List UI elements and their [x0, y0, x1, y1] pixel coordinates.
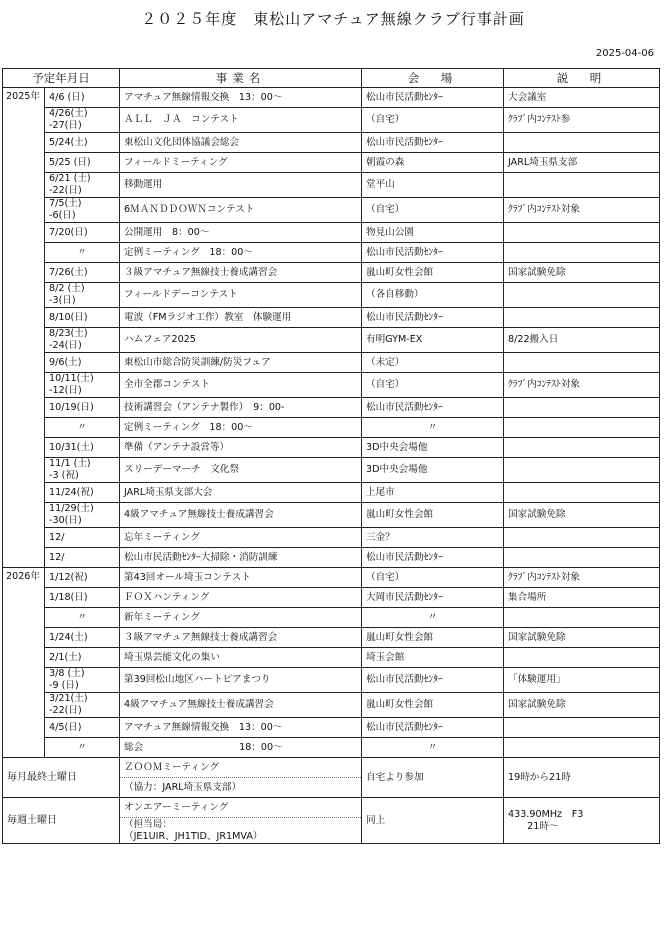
text-line: （担当局： [124, 818, 172, 830]
table-row [3, 528, 660, 548]
text-line: 1/18(日) [49, 591, 88, 603]
text-line: 8/10(日) [49, 311, 88, 323]
text-line: 2/1(土) [49, 651, 82, 663]
venue-cell: 〃 [362, 608, 504, 628]
venue-cell: （未定） [362, 353, 504, 373]
text-line: -6(日) [49, 210, 76, 221]
event-cell: 総会 18：00～ [120, 738, 362, 758]
note-cell [504, 718, 660, 738]
header-venue: 会 場 [362, 69, 504, 88]
text-line: 4/6 (日) [49, 91, 85, 103]
date-cell [45, 263, 120, 283]
venue-cell: （自宅） [362, 568, 504, 588]
date-cell [45, 628, 120, 648]
note-cell: 8/22搬入日 [504, 328, 660, 353]
text-line: 4/26(土) [49, 108, 88, 119]
note-cell: 国家試験免除 [504, 263, 660, 283]
table-row [3, 223, 660, 243]
event-cell: 第43回オール埼玉コンテスト [120, 568, 362, 588]
venue-cell: （各自移動） [362, 283, 504, 308]
venue-cell: 有明GYM-EX [362, 328, 504, 353]
venue-cell: （自宅） [362, 108, 504, 133]
note-cell [504, 243, 660, 263]
date-cell [45, 133, 120, 153]
text-line: -3(日) [49, 295, 76, 306]
table-row [3, 718, 660, 738]
text-line: -9 (日) [49, 680, 79, 691]
date-cell [45, 243, 120, 263]
event-cell: 東松山市総合防災訓練/防災フェア [120, 353, 362, 373]
event-cell: 定例ミーティング 18：00～ [120, 418, 362, 438]
venue-cell: 〃 [362, 738, 504, 758]
event-cell: ＡＬＬ ＪＡ コンテスト [120, 108, 362, 133]
text-line: 〃 [77, 741, 87, 753]
text-line: 7/26(土) [49, 266, 88, 278]
note-cell [504, 438, 660, 458]
note-cell [504, 398, 660, 418]
footer-row [3, 758, 660, 778]
header-row [3, 69, 660, 88]
table-row [3, 483, 660, 503]
date-cell [45, 373, 120, 398]
event-cell: 忘年ミーティング [120, 528, 362, 548]
footer-label: 毎月最終土曜日 [3, 758, 120, 798]
table-row [3, 458, 660, 483]
document-date: 2025-04-06 [595, 48, 654, 59]
note-cell: ｸﾗﾌﾞ内ｺﾝﾃｽﾄ対象 [504, 198, 660, 223]
table-row [3, 693, 660, 718]
venue-cell: 大岡市民活動ｾﾝﾀｰ [362, 588, 504, 608]
venue-cell: 嵐山町女性会館 [362, 503, 504, 528]
event-cell: フィールドデーコンテスト [120, 283, 362, 308]
text-line: -30(日) [49, 515, 82, 526]
text-line: -27(日) [49, 120, 82, 131]
text-line: 12/ [49, 531, 65, 543]
venue-cell: 3D中央会場他 [362, 458, 504, 483]
date-cell [45, 328, 120, 353]
event-cell: 4級アマチュア無線技士養成講習会 [120, 503, 362, 528]
date-cell [45, 88, 120, 108]
text-line: 11/1 (土) [49, 458, 91, 469]
text-line: 3/8 (土) [49, 668, 85, 679]
venue-cell: 上尾市 [362, 483, 504, 503]
text-line: 1/24(土) [49, 631, 88, 643]
venue-cell: 物見山公園 [362, 223, 504, 243]
text-line: 〃 [77, 421, 87, 433]
date-cell [45, 548, 120, 568]
text-line: 19時から21時 [508, 771, 571, 783]
table-row [3, 738, 660, 758]
event-cell: 電波（FMラジオ工作）教室 体験運用 [120, 308, 362, 328]
note-cell [504, 223, 660, 243]
table-row [3, 373, 660, 398]
date-cell [45, 528, 120, 548]
date-cell [45, 648, 120, 668]
table-row [3, 108, 660, 133]
note-cell: 大会議室 [504, 88, 660, 108]
text-line: 5/25 (日) [49, 156, 91, 168]
text-line: 7/5(土) [49, 198, 82, 209]
footer-sub [120, 818, 362, 844]
table-row [3, 153, 660, 173]
venue-cell: 松山市民活動ｾﾝﾀｰ [362, 718, 504, 738]
text-line: 10/31(土) [49, 441, 94, 453]
venue-cell: 松山市民活動ｾﾝﾀｰ [362, 243, 504, 263]
date-cell [45, 398, 120, 418]
date-cell [45, 308, 120, 328]
note-cell: 集合場所 [504, 588, 660, 608]
venue-cell: 松山市民活動ｾﾝﾀｰ [362, 548, 504, 568]
note-cell: ｸﾗﾌﾞ内ｺﾝﾃｽﾄ対象 [504, 373, 660, 398]
text-line: （JE1UIR、JH1TID、JR1MVA） [124, 830, 263, 842]
text-line: 21時～ [508, 820, 559, 832]
date-cell [45, 503, 120, 528]
event-cell: 6ＭＡＮＤＤＯＷＮコンテスト [120, 198, 362, 223]
table-row [3, 608, 660, 628]
table-row [3, 418, 660, 438]
note-cell: 国家試験免除 [504, 503, 660, 528]
header-date: 予定年月日 [3, 69, 120, 88]
event-cell: ハムフェア2025 [120, 328, 362, 353]
event-cell: 新年ミーティング [120, 608, 362, 628]
note-cell: JARL埼玉県支部 [504, 153, 660, 173]
date-cell [45, 568, 120, 588]
table-row [3, 548, 660, 568]
event-cell: 松山市民活動ｾﾝﾀｰ大掃除・消防訓練 [120, 548, 362, 568]
venue-cell: 3D中央会場他 [362, 438, 504, 458]
note-cell: ｸﾗﾌﾞ内ｺﾝﾃｽﾄ対象 [504, 568, 660, 588]
text-line: 〃 [77, 611, 87, 623]
table-row [3, 628, 660, 648]
note-cell [504, 308, 660, 328]
text-line: 3/21(土) [49, 693, 88, 704]
event-cell: 第39回松山地区ハートピアまつり [120, 668, 362, 693]
event-cell: 技術講習会（アンテナ製作） 9：00- [120, 398, 362, 418]
table-row [3, 568, 660, 588]
footer-venue: 自宅より参加 [362, 758, 504, 798]
table-row [3, 88, 660, 108]
text-line: 8/2 (土) [49, 283, 85, 294]
event-cell: スリーデーマーチ 文化祭 [120, 458, 362, 483]
footer-event: ＺＯＯＭミーティング [120, 758, 362, 778]
header-note: 説 明 [504, 69, 660, 88]
venue-cell: 三金？ [362, 528, 504, 548]
text-line: 〃 [77, 246, 87, 258]
footer-note [504, 758, 660, 798]
venue-cell: 〃 [362, 418, 504, 438]
footer-label: 毎週土曜日 [3, 798, 120, 844]
text-line: 10/11(土) [49, 373, 94, 384]
table-row [3, 328, 660, 353]
note-cell [504, 483, 660, 503]
note-cell [504, 608, 660, 628]
event-cell: ３級アマチュア無線技士養成講習会 [120, 263, 362, 283]
note-cell [504, 173, 660, 198]
date-cell [45, 173, 120, 198]
note-cell [504, 418, 660, 438]
schedule-table [2, 68, 660, 844]
text-line: 1/12(祝) [49, 571, 88, 583]
footer-event: オンエアーミーティング [120, 798, 362, 818]
date-cell [45, 693, 120, 718]
venue-cell: 松山市民活動ｾﾝﾀｰ [362, 668, 504, 693]
venue-cell: 松山市民活動ｾﾝﾀｰ [362, 398, 504, 418]
date-cell [45, 353, 120, 373]
event-cell: 4級アマチュア無線技士養成講習会 [120, 693, 362, 718]
venue-cell: 嵐山町女性会館 [362, 263, 504, 283]
text-line: 11/24(祝) [49, 486, 94, 498]
table-row [3, 133, 660, 153]
text-line: 9/6(土) [49, 356, 82, 368]
table-row [3, 668, 660, 693]
event-cell: ３級アマチュア無線技士養成講習会 [120, 628, 362, 648]
table-row [3, 283, 660, 308]
text-line: 10/19(日) [49, 401, 94, 413]
date-cell [45, 483, 120, 503]
venue-cell: 堂平山 [362, 173, 504, 198]
text-line: 7/20(日) [49, 226, 88, 238]
note-cell [504, 738, 660, 758]
table-row [3, 198, 660, 223]
note-cell: 国家試験免除 [504, 693, 660, 718]
venue-cell: 嵐山町女性会館 [362, 628, 504, 648]
date-cell [45, 438, 120, 458]
event-cell: ＦＯＸハンティング [120, 588, 362, 608]
note-cell [504, 528, 660, 548]
note-cell [504, 458, 660, 483]
footer-venue: 同上 [362, 798, 504, 844]
header-event: 事業名 [120, 69, 362, 88]
date-cell [45, 668, 120, 693]
table-row [3, 503, 660, 528]
event-cell: 埼玉県芸能文化の集い [120, 648, 362, 668]
text-line: （協力：JARL埼玉県支部） [124, 781, 242, 793]
event-cell: JARL埼玉県支部大会 [120, 483, 362, 503]
text-line: -24(日) [49, 340, 82, 351]
table-row [3, 588, 660, 608]
note-cell [504, 648, 660, 668]
page-title: ２０２５年度 東松山アマチュア無線クラブ行事計画 [141, 10, 525, 28]
text-line: -12(日) [49, 385, 82, 396]
year-cell: 2025年 [3, 88, 45, 568]
text-line: 6/21 (土) [49, 173, 91, 184]
text-line: 11/29(土) [49, 503, 94, 514]
event-cell: 移動運用 [120, 173, 362, 198]
note-cell: ｸﾗﾌﾞ内ｺﾝﾃｽﾄ参 [504, 108, 660, 133]
event-cell: 全市全郡コンテスト [120, 373, 362, 398]
date-cell [45, 153, 120, 173]
table-row [3, 263, 660, 283]
text-line: 12/ [49, 551, 65, 563]
text-line: -22(日) [49, 185, 82, 196]
note-cell [504, 283, 660, 308]
table-row [3, 648, 660, 668]
footer-note [504, 798, 660, 844]
footer-sub [120, 778, 362, 798]
note-cell [504, 133, 660, 153]
event-cell: 準備（アンテナ設営等） [120, 438, 362, 458]
venue-cell: 埼玉会館 [362, 648, 504, 668]
year-cell: 2026年 [3, 568, 45, 758]
date-cell [45, 718, 120, 738]
table-row [3, 398, 660, 418]
note-cell [504, 353, 660, 373]
venue-cell: 嵐山町女性会館 [362, 693, 504, 718]
table-row [3, 243, 660, 263]
footer-row [3, 798, 660, 818]
date-cell [45, 283, 120, 308]
event-cell: 公開運用 8：00～ [120, 223, 362, 243]
note-cell [504, 548, 660, 568]
venue-cell: 松山市民活動ｾﾝﾀｰ [362, 308, 504, 328]
text-line: 4/5(日) [49, 721, 82, 733]
date-cell [45, 738, 120, 758]
event-cell: 定例ミーティング 18：00～ [120, 243, 362, 263]
text-line: -22(日) [49, 705, 82, 716]
venue-cell: 朝霞の森 [362, 153, 504, 173]
date-cell [45, 418, 120, 438]
text-line: 433.90MHz F3 [508, 808, 584, 820]
table-row [3, 308, 660, 328]
text-line: -3 (祝) [49, 470, 79, 481]
text-line: 5/24(土) [49, 136, 88, 148]
note-cell: 「体験運用」 [504, 668, 660, 693]
event-cell: アマチュア無線情報交換 13：00～ [120, 718, 362, 738]
date-cell [45, 223, 120, 243]
venue-cell: （自宅） [362, 198, 504, 223]
note-cell: 国家試験免除 [504, 628, 660, 648]
text-line: 8/23(土) [49, 328, 88, 339]
date-cell [45, 608, 120, 628]
venue-cell: 松山市民活動ｾﾝﾀｰ [362, 133, 504, 153]
venue-cell: （自宅） [362, 373, 504, 398]
table-row [3, 353, 660, 373]
event-cell: アマチュア無線情報交換 13：00～ [120, 88, 362, 108]
event-cell: フィールドミーティング [120, 153, 362, 173]
date-cell [45, 458, 120, 483]
venue-cell: 松山市民活動ｾﾝﾀｰ [362, 88, 504, 108]
event-cell: 東松山文化団体協議会総会 [120, 133, 362, 153]
table-row [3, 173, 660, 198]
date-cell [45, 588, 120, 608]
date-cell [45, 108, 120, 133]
table-row [3, 438, 660, 458]
date-cell [45, 198, 120, 223]
